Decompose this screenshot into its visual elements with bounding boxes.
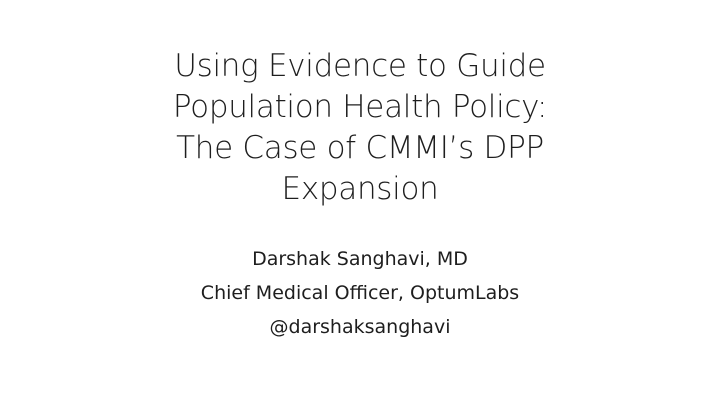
title-line-4: Expansion (281, 171, 439, 207)
slide-title (60, 46, 660, 210)
presenter-role: Chief Medical Officer, OptumLabs (200, 282, 520, 304)
title-line-2: Population Health Policy: (172, 89, 548, 125)
presenter-name: Darshak Sanghavi, MD (252, 248, 468, 270)
presenter-handle: @darshaksanghavi (269, 316, 451, 338)
slide-subtitle (60, 242, 660, 344)
title-line-3: The Case of CMMI’s DPP (176, 130, 544, 166)
title-line-1: Using Evidence to Guide (174, 48, 546, 84)
